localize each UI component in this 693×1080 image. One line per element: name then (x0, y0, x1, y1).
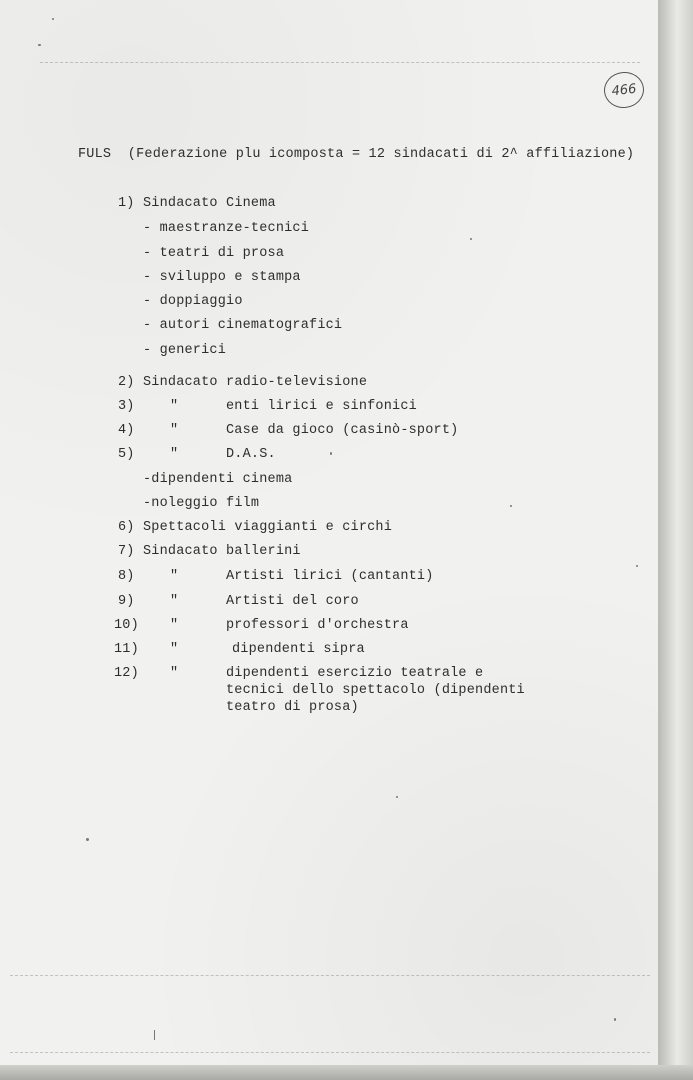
scan-border-bottom (0, 1065, 693, 1080)
ditto-mark: " (170, 666, 179, 681)
item-number: 5) (118, 447, 135, 462)
ditto-mark: " (170, 423, 179, 438)
ditto-mark: " (170, 618, 179, 633)
item-text: Sindacato radio-televisione (143, 375, 368, 390)
item-text-line: dipendenti esercizio teatrale e (226, 666, 484, 681)
ditto-mark: " (170, 399, 179, 414)
sub-item: - maestranze-tecnici (143, 221, 310, 236)
item-number: 7) (118, 544, 135, 559)
ditto-mark: " (170, 569, 179, 584)
scan-speck (636, 565, 638, 567)
item-text: Sindacato Cinema (143, 196, 276, 211)
item-text: enti lirici e sinfonici (226, 399, 417, 414)
item-number: 9) (118, 594, 135, 609)
scan-speck (38, 44, 41, 46)
scan-border-right (658, 0, 693, 1080)
item-text-line: tecnici dello spettacolo (dipendenti (226, 683, 525, 698)
scan-speck (86, 838, 89, 841)
ditto-mark: " (170, 447, 179, 462)
sub-item: -dipendenti cinema (143, 472, 293, 487)
item-text: dipendenti sipra (232, 642, 365, 657)
sub-item: -noleggio film (143, 496, 260, 511)
item-number: 1) (118, 196, 135, 211)
sub-item: - teatri di prosa (143, 246, 285, 261)
item-number: 3) (118, 399, 135, 414)
document-heading: FULS (Federazione plu icomposta = 12 sindacati di 2^ affiliazione) (78, 147, 635, 162)
item-text: Artisti del coro (226, 594, 359, 609)
item-number: 2) (118, 375, 135, 390)
item-number: 4) (118, 423, 135, 438)
ditto-mark: " (170, 594, 179, 609)
item-text: Case da gioco (casinò-sport) (226, 423, 459, 438)
page-number-stamp: 466 (602, 70, 646, 110)
item-number: 12) (114, 666, 139, 681)
scan-speck (470, 238, 472, 240)
scan-speck (396, 796, 398, 798)
sub-item: - sviluppo e stampa (143, 270, 301, 285)
item-text: D.A.S. (226, 447, 276, 462)
scan-edge-line-top (40, 62, 640, 63)
sub-item: - doppiaggio (143, 294, 243, 309)
item-number: 10) (114, 618, 139, 633)
scan-edge-line-bottom-2 (10, 1052, 650, 1053)
item-text: professori d'orchestra (226, 618, 409, 633)
item-number: 11) (114, 642, 139, 657)
item-number: 6) (118, 520, 135, 535)
ditto-mark: " (170, 642, 179, 657)
scan-speck (614, 1018, 616, 1021)
item-text: Artisti lirici (cantanti) (226, 569, 434, 584)
scan-speck (510, 505, 512, 507)
item-number: 8) (118, 569, 135, 584)
scan-speck (330, 452, 332, 455)
item-text: Spettacoli viaggianti e circhi (143, 520, 393, 535)
scan-edge-line-bottom (10, 975, 650, 976)
item-text-line: teatro di prosa) (226, 700, 359, 715)
item-text: Sindacato ballerini (143, 544, 301, 559)
sub-item: - autori cinematografici (143, 318, 343, 333)
scan-speck (52, 18, 54, 20)
sub-item: - generici (143, 343, 227, 358)
scan-speck (154, 1030, 155, 1040)
